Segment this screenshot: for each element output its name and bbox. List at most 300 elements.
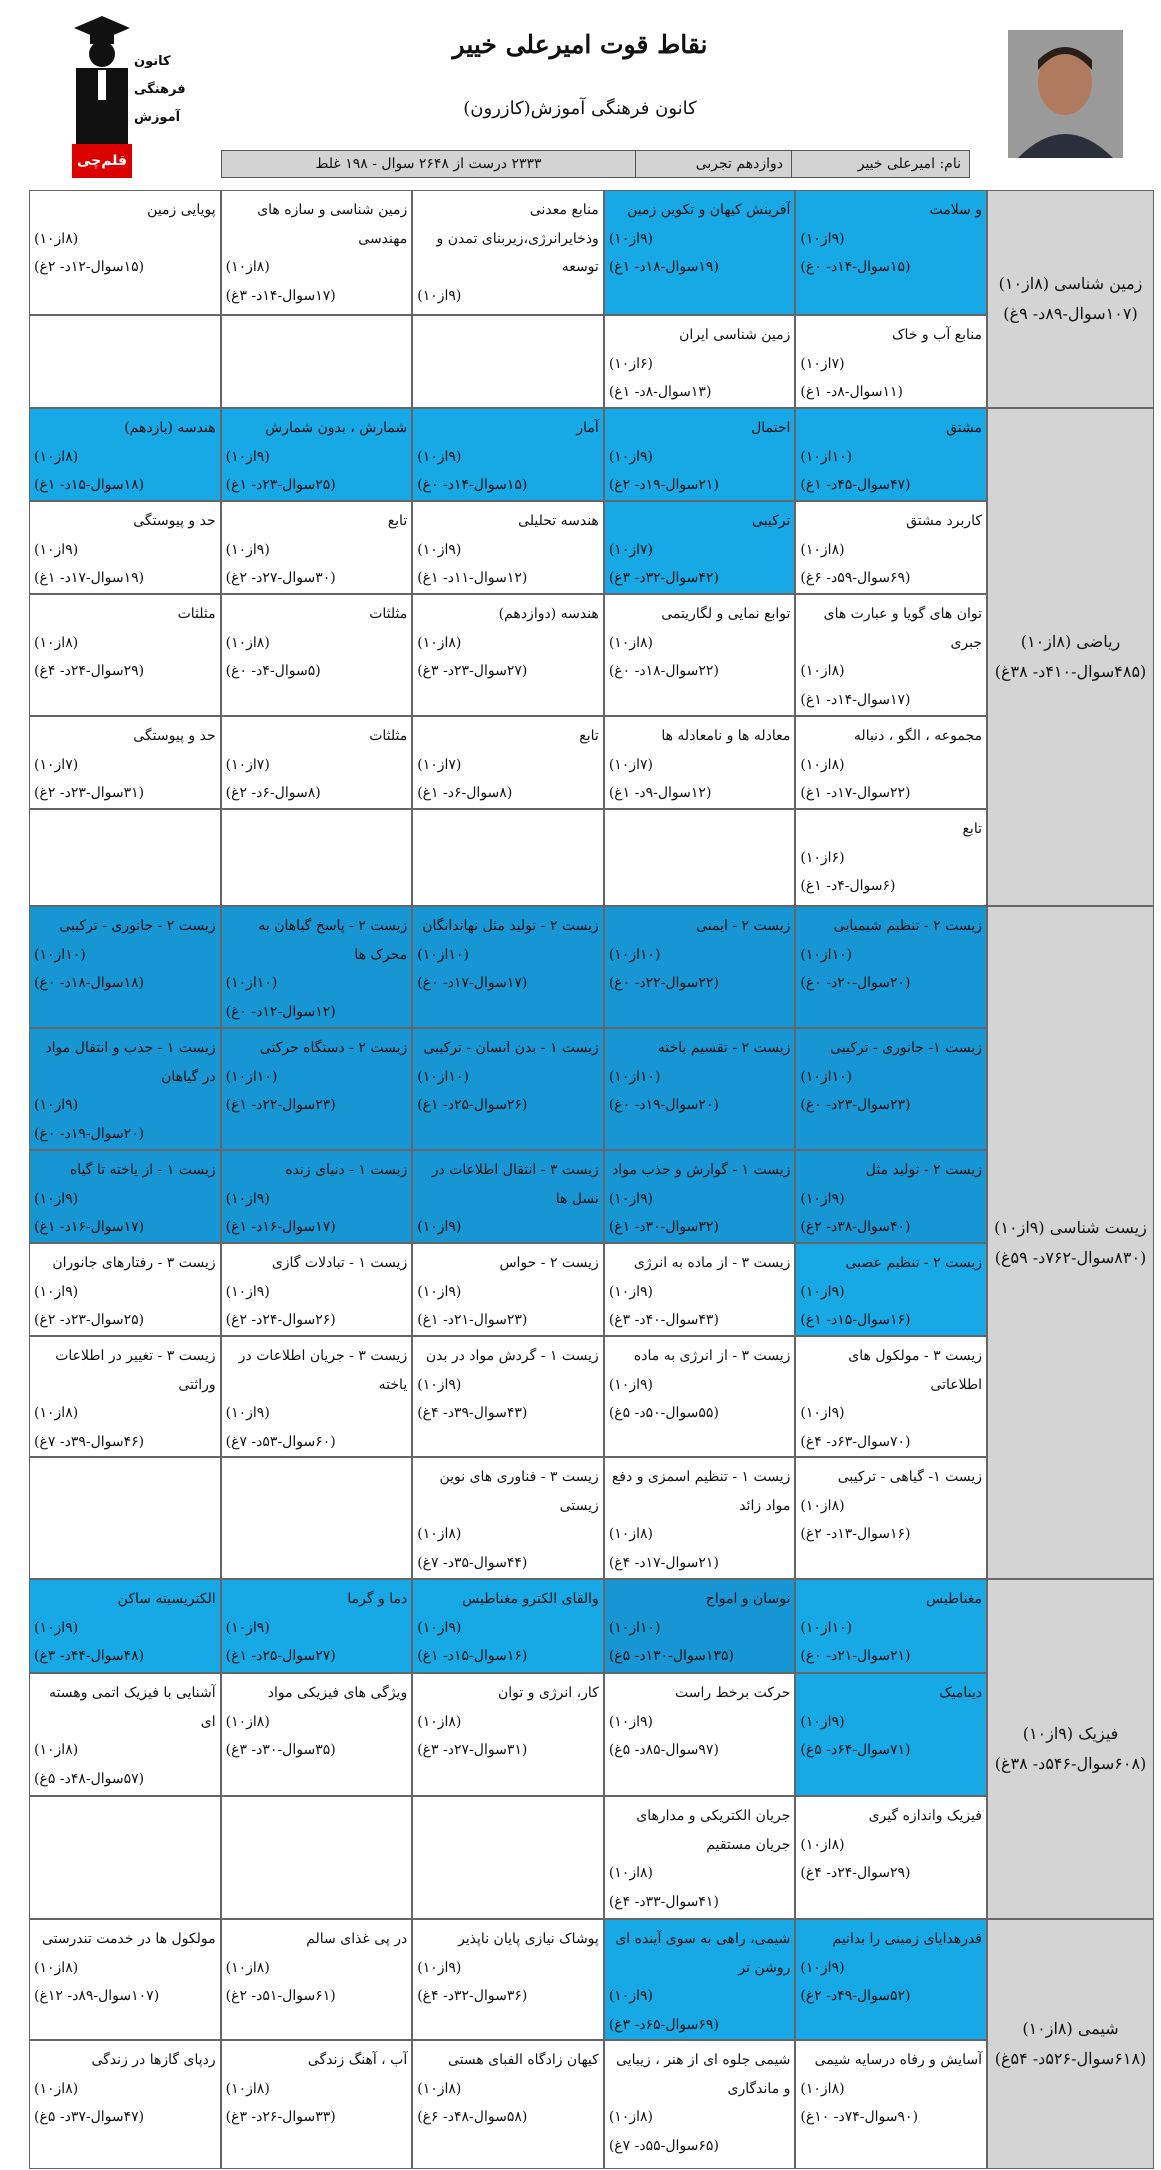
topic-score: (۹از۱۰) xyxy=(225,541,270,558)
topic-cell xyxy=(29,1028,221,1150)
topic-score: (۸از۱۰) xyxy=(34,230,79,247)
table-row xyxy=(29,1796,987,1919)
topic-score: (۸از۱۰) xyxy=(34,1959,79,1976)
topic-cell xyxy=(221,315,413,408)
topic-title: زیست ۱ - از یاخته تا گیاه xyxy=(69,1162,216,1178)
score-summary: ۲۳۳۳ درست از ۲۶۴۸ سوال - ۱۹۸ غلط xyxy=(315,156,542,172)
topic-title: زیست ۳ - جریان اطلاعات در یاخته xyxy=(238,1348,408,1393)
topic-stats: (۳۵سوال-۳۰د- ۳غ) xyxy=(225,1742,336,1758)
topic-score: (۱۰از۱۰) xyxy=(800,448,853,465)
topic-title: شمارش ، بدون شمارش xyxy=(265,420,408,436)
table-row xyxy=(29,190,987,315)
topic-title: زیست ۳ - انتقال اطلاعات در نسل ها xyxy=(431,1162,599,1207)
topic-stats: (۱۷سوال-۱۷د- ۰غ) xyxy=(417,975,528,991)
topic-score: (۸از۱۰) xyxy=(800,663,845,679)
topic-score: (۸از۱۰) xyxy=(225,259,270,275)
topic-title: آمار xyxy=(576,420,599,436)
topic-cell xyxy=(412,1457,604,1579)
table-row xyxy=(29,594,987,716)
topic-cell xyxy=(29,1796,221,1919)
topic-score: (۸از۱۰) xyxy=(34,2080,79,2097)
topic-title: احتمال xyxy=(751,420,791,436)
topic-title: مشتق xyxy=(946,420,982,436)
topic-title: زیست ۲ - جانوری - ترکیبی xyxy=(59,918,216,934)
topic-stats: (۴۷سوال-۴۵د- ۱غ) xyxy=(800,477,911,493)
topic-score: (۹از۱۰) xyxy=(608,230,653,247)
topic-score: (۱۰از۱۰) xyxy=(225,1068,278,1085)
table-row xyxy=(29,1150,987,1243)
topic-cell xyxy=(29,408,221,501)
topic-cell xyxy=(29,906,221,1028)
topic-cell xyxy=(604,716,796,809)
topic-cell xyxy=(795,501,987,594)
topic-cell xyxy=(412,1919,604,2040)
topic-title: هندسه (یازدهم) xyxy=(124,420,216,436)
topic-title: حرکت برخط راست xyxy=(675,1685,791,1701)
topic-score: (۷از۱۰) xyxy=(608,756,653,773)
topic-score: (۹از۱۰) xyxy=(225,1190,270,1207)
topic-score: (۹از۱۰) xyxy=(417,1959,462,1976)
topic-stats: (۶سوال-۴د- ۱غ) xyxy=(800,878,896,894)
topic-score: (۹از۱۰) xyxy=(417,1283,462,1300)
topic-cell xyxy=(29,315,221,408)
topic-stats: (۱۶سوال-۱۵د- ۱غ) xyxy=(800,1312,911,1328)
topic-title: زیست ۲ - ایمنی xyxy=(696,918,791,934)
topic-cell xyxy=(604,1243,796,1336)
topic-cell xyxy=(221,1579,413,1673)
topic-cell xyxy=(795,1028,987,1150)
topic-score: (۹از۱۰) xyxy=(417,287,462,304)
topic-title: زیست ۲ - دستگاه حرکتی xyxy=(259,1040,408,1056)
logo-text-4: قلم‌چی xyxy=(72,144,132,178)
topic-title: کیهان زادگاه الفبای هستی xyxy=(447,2052,599,2068)
topic-title: مثلثات xyxy=(369,728,408,744)
topic-stats: (۴۱سوال-۳۳د- ۴غ) xyxy=(608,1893,719,1910)
topic-stats: (۴۳سوال-۳۹د- ۴غ) xyxy=(417,1405,528,1421)
topic-cell xyxy=(412,1336,604,1457)
topic-stats: (۱۸سوال-۱۵د- ۱غ) xyxy=(34,477,145,493)
graduate-figure-icon xyxy=(72,14,132,144)
topic-stats: (۱۵سوال-۱۴د- ۰غ) xyxy=(800,259,911,275)
topic-cell xyxy=(412,594,604,716)
topic-title: حد و پیوستگی xyxy=(133,513,216,529)
topic-score: (۶از۱۰) xyxy=(800,849,845,866)
topic-stats: (۲۳سوال-۲۱د- ۱غ) xyxy=(417,1312,528,1328)
topic-title: زیست ۱ - گردش مواد در بدن xyxy=(425,1348,599,1364)
topic-title: زیست ۳ - تغییر در اطلاعات وراثتی xyxy=(55,1348,216,1393)
topic-score: (۹از۱۰) xyxy=(608,1376,653,1393)
topic-title: مثلثات xyxy=(177,606,216,622)
topic-score: (۸از۱۰) xyxy=(225,2080,270,2097)
logo-text-1: کانون xyxy=(134,54,171,69)
topic-stats: (۹۷سوال-۸۵د- ۵غ) xyxy=(608,1742,719,1758)
topic-title: توابع نمایی و لگاریتمی xyxy=(661,606,791,622)
topic-cell xyxy=(412,1028,604,1150)
topic-cell xyxy=(412,315,604,408)
topic-score: (۹از۱۰) xyxy=(800,1713,845,1730)
topic-cell xyxy=(221,1457,413,1579)
topic-score: (۸از۱۰) xyxy=(417,1526,462,1542)
topic-cell xyxy=(604,190,796,315)
topic-cell xyxy=(795,1243,987,1336)
topic-stats: (۲۷سوال-۲۵د- ۱غ) xyxy=(225,1648,336,1664)
topic-cell xyxy=(29,594,221,716)
topic-cell xyxy=(795,1336,987,1457)
topic-title: زیست ۱ - بدن انسان - ترکیبی xyxy=(423,1040,599,1056)
topic-title: تابع xyxy=(387,513,408,529)
topic-title: دینامیک xyxy=(939,1685,982,1701)
topic-cell xyxy=(221,906,413,1028)
topic-title: مجموعه ، الگو ، دنباله xyxy=(853,728,982,744)
topic-score: (۸از۱۰) xyxy=(225,1959,270,1976)
topic-cell xyxy=(221,408,413,501)
topic-stats: (۲۰سوال-۱۹د- ۰غ) xyxy=(608,1097,719,1113)
topic-score: (۸از۱۰) xyxy=(417,2080,462,2097)
topic-title: قدرهدایای زمینی را بدانیم xyxy=(832,1931,982,1947)
topic-score: (۹از۱۰) xyxy=(608,1190,653,1207)
topic-cell xyxy=(221,1673,413,1796)
topic-title: زیست ۲ - تقسیم یاخته xyxy=(657,1040,791,1056)
topic-stats: (۷۰سوال-۶۳د- ۴غ) xyxy=(800,1433,911,1450)
topic-cell xyxy=(412,1796,604,1919)
topic-stats: (۹۰سوال-۷۴د- ۱۰غ) xyxy=(800,2109,919,2125)
topic-stats: (۴۴سوال-۳۵د- ۷غ) xyxy=(417,1554,528,1571)
topic-score: (۱۰از۱۰) xyxy=(417,1068,469,1085)
topic-cell xyxy=(795,594,987,716)
topic-title: جریان الکتریکی و مدارهای جریان مستقیم xyxy=(636,1808,791,1853)
table-row xyxy=(29,1457,987,1579)
topic-title: آفرینش کیهان و تکوین زمین xyxy=(627,202,791,218)
topic-score: (۹از۱۰) xyxy=(417,1376,462,1393)
topic-cell xyxy=(795,1796,987,1919)
topic-score: (۹از۱۰) xyxy=(225,448,270,465)
topic-stats: (۱۷سوال-۱۶د- ۱غ) xyxy=(34,1219,145,1235)
topic-title: زیست ۲ - تولید مثل xyxy=(865,1162,982,1178)
topic-stats: (۲۰سوال-۱۹د- ۰غ) xyxy=(34,1125,145,1142)
topic-title: توان های گویا و عبارت های جبری xyxy=(823,606,982,651)
topic-title: زیست ۱ - جذب و انتقال مواد در گیاهان xyxy=(45,1040,216,1085)
topic-title: منابع آب و خاک xyxy=(892,327,982,343)
topic-title: زیست ۱- گیاهی - ترکیبی xyxy=(837,1469,982,1485)
topic-score: (۹از۱۰) xyxy=(417,1219,462,1235)
topic-stats: (۱۶سوال-۱۵د- ۱غ) xyxy=(417,1648,528,1664)
topic-title: زیست ۲ - حواس xyxy=(499,1255,599,1271)
topic-cell xyxy=(29,501,221,594)
topic-stats: (۶۵سوال-۵۵د- ۷غ) xyxy=(608,2137,719,2154)
topic-cell xyxy=(795,1457,987,1579)
topic-title: پوشاک نیازی پایان ناپذیر xyxy=(458,1931,599,1947)
topic-cell xyxy=(412,408,604,501)
topic-title: آشنایی با فیزیک اتمی وهسته ای xyxy=(49,1685,216,1730)
topic-stats: (۲۹سوال-۲۴د- ۴غ) xyxy=(800,1865,911,1881)
topic-score: (۹از۱۰) xyxy=(608,1713,653,1730)
topic-cell xyxy=(221,1028,413,1150)
topic-score: (۱۰از۱۰) xyxy=(608,1619,661,1636)
topic-stats: (۴۲سوال-۳۲د- ۳غ) xyxy=(608,570,719,586)
topic-stats: (۱۹سوال-۱۸د- ۱غ) xyxy=(608,259,719,275)
topic-title: زیست ۱ - دنیای زنده xyxy=(285,1162,408,1178)
student-name: نام: امیرعلی خییر xyxy=(791,151,969,177)
topic-score: (۷از۱۰) xyxy=(225,756,270,773)
topic-title: زیست ۳ - از ماده به انرژی xyxy=(633,1255,791,1271)
topic-score: (۹از۱۰) xyxy=(34,1619,79,1636)
table-row xyxy=(29,1028,987,1150)
topic-title: تابع xyxy=(962,821,982,837)
topic-score: (۸از۱۰) xyxy=(800,541,845,558)
topic-score: (۹از۱۰) xyxy=(800,1405,845,1421)
topic-title: معادله ها و نامعادله ها xyxy=(661,728,791,744)
table-row xyxy=(29,809,987,906)
topic-score: (۸از۱۰) xyxy=(225,634,270,651)
topic-cell xyxy=(221,501,413,594)
topic-cell xyxy=(412,1673,604,1796)
topic-cell xyxy=(604,1028,796,1150)
topic-score: (۹از۱۰) xyxy=(34,1283,79,1300)
topic-stats: (۳۰سوال-۲۷د- ۲غ) xyxy=(225,570,336,586)
topic-cell xyxy=(221,1796,413,1919)
topic-title: آسایش و رفاه درسایه شیمی xyxy=(814,2052,982,2068)
topic-title: زمین شناسی ایران xyxy=(679,327,791,343)
topic-cell xyxy=(795,1919,987,2040)
topic-stats: (۶۹سوال-۵۹د- ۶غ) xyxy=(800,570,911,586)
topic-score: (۹از۱۰) xyxy=(225,1619,270,1636)
topic-stats: (۲۱سوال-۱۹د- ۲غ) xyxy=(608,477,719,493)
topic-cell xyxy=(221,594,413,716)
topic-score: (۹از۱۰) xyxy=(800,1959,845,1976)
topic-title: ویژگی های فیزیکی مواد xyxy=(267,1685,408,1701)
topic-stats: (۱۲سوال-۱۱د- ۱غ) xyxy=(417,570,528,586)
topic-score: (۱۰از۱۰) xyxy=(608,1068,661,1085)
topic-cell xyxy=(604,501,796,594)
topic-title: فیزیک واندازه گیری xyxy=(868,1808,982,1824)
topic-cell xyxy=(795,809,987,906)
topic-stats: (۵۷سوال-۴۸د- ۵غ) xyxy=(34,1770,145,1787)
topic-score: (۸از۱۰) xyxy=(608,1526,653,1542)
topic-score: (۸از۱۰) xyxy=(800,756,845,773)
topic-stats: (۵۸سوال-۴۸د- ۶غ) xyxy=(417,2109,528,2125)
topic-stats: (۱۶سوال-۱۳د- ۲غ) xyxy=(800,1526,911,1542)
topic-title: زیست ۳ - از انرژی به ماده xyxy=(633,1348,791,1364)
strengths-table xyxy=(29,190,1154,2170)
topic-title: مثلثات xyxy=(369,606,408,622)
topic-score: (۹از۱۰) xyxy=(34,1097,79,1113)
topic-score: (۹از۱۰) xyxy=(34,541,79,558)
topic-cell xyxy=(604,906,796,1028)
topic-title: آب ، آهنگ زندگی xyxy=(307,2052,408,2068)
topic-cell xyxy=(29,1336,221,1457)
topic-cell xyxy=(604,1919,796,2040)
topic-cell xyxy=(221,2040,413,2169)
topic-stats: (۱۲سوال-۱۲د- ۰غ) xyxy=(225,1003,336,1020)
topic-cell xyxy=(604,1150,796,1243)
topic-stats: (۴۶سوال-۳۹د- ۷غ) xyxy=(34,1433,145,1450)
topic-cell xyxy=(604,315,796,408)
topic-stats: (۴۷سوال-۳۷د- ۵غ) xyxy=(34,2109,145,2125)
topic-title: زیست ۱ - تبادلات گازی xyxy=(271,1255,408,1271)
topic-stats: (۴۰سوال-۳۸د- ۲غ) xyxy=(800,1219,911,1235)
topic-title: زیست ۳ - رفتارهای جانوران xyxy=(52,1255,216,1271)
topic-cell xyxy=(412,2040,604,2169)
topic-score: (۸از۱۰) xyxy=(800,1497,845,1514)
topic-title: نوسان و امواج xyxy=(705,1591,791,1607)
topic-score: (۶از۱۰) xyxy=(608,355,653,372)
topic-cell xyxy=(412,190,604,315)
topic-cell xyxy=(221,190,413,315)
topic-stats: (۱۷سوال-۱۴د- ۱غ) xyxy=(800,691,911,708)
topic-stats: (۴۳سوال-۴۰د- ۳غ) xyxy=(608,1312,719,1328)
subject-label: ریاضی (۸از۱۰) (۴۸۵سوال-۴۱۰د- ۳۸غ) xyxy=(987,408,1154,906)
topic-title: در پی غذای سالم xyxy=(306,1931,408,1947)
topic-title: زیست ۲ - تنظیم شیمیایی xyxy=(833,918,982,934)
topic-score: (۹از۱۰) xyxy=(34,1190,79,1207)
table-row xyxy=(29,1919,987,2040)
topic-cell xyxy=(604,1336,796,1457)
topic-title: زیست ۱- جانوری - ترکیبی xyxy=(830,1040,982,1056)
topic-cell xyxy=(29,1673,221,1796)
topic-score: (۸از۱۰) xyxy=(608,2109,653,2125)
topic-stats: (۲۲سوال-۲۲د- ۰غ) xyxy=(608,975,719,991)
topic-cell xyxy=(604,1673,796,1796)
topic-stats: (۸سوال-۶د- ۲غ) xyxy=(225,785,321,801)
topic-stats: (۲۲سوال-۱۷د- ۱غ) xyxy=(800,785,911,801)
topic-score: (۷از۱۰) xyxy=(417,756,462,773)
subject-label: فیزیک (۹از۱۰) (۶۰۸سوال-۵۴۶د- ۳۸غ) xyxy=(987,1579,1154,1919)
topic-cell xyxy=(29,716,221,809)
topic-stats: (۵سوال-۴د- ۰غ) xyxy=(225,663,321,679)
topic-title: شیمی جلوه ای از هنر ، زیبایی و ماندگاری xyxy=(616,2052,791,2097)
topic-cell xyxy=(795,408,987,501)
topic-stats: (۱۳سوال-۸د- ۱غ) xyxy=(608,384,712,400)
topic-title: مغناطیس xyxy=(926,1591,982,1607)
topic-cell xyxy=(221,716,413,809)
topic-title: زیست ۲ - تنظیم عصبی xyxy=(845,1255,982,1271)
student-photo xyxy=(1008,30,1123,158)
topic-stats: (۱۵سوال-۱۲د- ۲غ) xyxy=(34,259,145,275)
topic-score: (۹از۱۰) xyxy=(417,448,462,465)
topic-stats: (۳۳سوال-۲۶د- ۳غ) xyxy=(225,2109,336,2125)
topic-title: زیست ۲ - پاسخ گیاهان به محرک ها xyxy=(258,918,408,963)
topic-score: (۷از۱۰) xyxy=(34,756,79,773)
topic-stats: (۲۳سوال-۲۲د- ۱غ) xyxy=(225,1097,336,1113)
topic-score: (۸از۱۰) xyxy=(34,1742,79,1758)
subject-label: شیمی (۸از۱۰) (۶۱۸سوال-۵۲۶د- ۵۴غ) xyxy=(987,1919,1154,2169)
subject-label: زیست شناسی (۹از۱۰) (۸۳۰سوال-۷۶۲د- ۵۹غ) xyxy=(987,906,1154,1579)
topic-score: (۱۰از۱۰) xyxy=(225,975,278,991)
topic-title: والقای الکترو مغناطیس xyxy=(462,1591,599,1607)
topic-score: (۹از۱۰) xyxy=(225,1405,270,1421)
topic-score: (۷از۱۰) xyxy=(608,541,653,558)
topic-cell xyxy=(795,1579,987,1673)
topic-score: (۹از۱۰) xyxy=(417,541,462,558)
table-row xyxy=(29,315,987,408)
page-subtitle: کانون فرهنگی آموزش(کازرون) xyxy=(463,98,697,119)
topic-cell xyxy=(412,716,604,809)
topic-score: (۹از۱۰) xyxy=(608,1283,653,1300)
topic-title: هندسه تحلیلی xyxy=(518,513,599,529)
topic-cell xyxy=(29,1243,221,1336)
topic-stats: (۱۷سوال-۱۴د- ۳غ) xyxy=(225,287,336,304)
topic-stats: (۸سوال-۶د- ۱غ) xyxy=(417,785,513,801)
topic-score: (۸از۱۰) xyxy=(225,1713,270,1730)
topic-cell xyxy=(795,906,987,1028)
topic-title: زیست ۱ - تنظیم اسمزی و دفع مواد زائد xyxy=(611,1469,791,1514)
topic-title: تابع xyxy=(579,728,599,744)
topic-cell xyxy=(604,1579,796,1673)
topic-score: (۱۰از۱۰) xyxy=(800,1068,853,1085)
topic-stats: (۴۸سوال-۴۴د- ۳غ) xyxy=(34,1648,145,1664)
topic-title: زیست ۳ - مولکول های اطلاعاتی xyxy=(848,1348,982,1393)
topic-stats: (۶۱سوال-۵۱د- ۲غ) xyxy=(225,1988,336,2004)
topic-title: زمین شناسی و سازه های مهندسی xyxy=(257,202,408,247)
avatar-icon xyxy=(1008,30,1123,158)
topic-stats: (۶۹سوال-۶۵د- ۳غ) xyxy=(608,2016,719,2033)
table-row xyxy=(29,1243,987,1336)
topic-cell xyxy=(29,190,221,315)
topic-score: (۹از۱۰) xyxy=(800,1283,845,1300)
table-row xyxy=(29,716,987,809)
topic-title: حد و پیوستگی xyxy=(133,728,216,744)
topic-stats: (۱۹سوال-۱۷د- ۱غ) xyxy=(34,570,145,586)
topic-title: هندسه (دوازدهم) xyxy=(498,606,599,622)
topic-score: (۸از۱۰) xyxy=(34,448,79,465)
topic-stats: (۵۵سوال-۵۰د- ۵غ) xyxy=(608,1405,719,1421)
table-row xyxy=(29,906,987,1028)
topic-stats: (۱۳۵سوال-۱۳۰د- ۵غ) xyxy=(608,1648,734,1664)
topic-cell xyxy=(221,1243,413,1336)
topic-stats: (۲۵سوال-۲۳د- ۲غ) xyxy=(34,1312,145,1328)
topic-score: (۸از۱۰) xyxy=(608,634,653,651)
topic-stats: (۱۰۷سوال-۸۹د- ۱۲غ) xyxy=(34,1988,160,2004)
topic-cell xyxy=(412,809,604,906)
topic-score: (۱۰از۱۰) xyxy=(417,946,469,963)
topic-score: (۸از۱۰) xyxy=(608,1865,653,1881)
topic-score: (۹از۱۰) xyxy=(800,1190,845,1207)
topic-cell xyxy=(412,1579,604,1673)
topic-stats: (۳۶سوال-۳۲د- ۴غ) xyxy=(417,1988,528,2004)
topic-stats: (۱۷سوال-۱۶د- ۱غ) xyxy=(225,1219,336,1235)
logo-text-2: فرهنگی xyxy=(134,82,186,97)
topic-stats: (۱۱سوال-۸د- ۱غ) xyxy=(800,384,903,400)
topic-stats: (۶۰سوال-۵۳د- ۷غ) xyxy=(225,1433,336,1450)
topic-score: (۸از۱۰) xyxy=(417,634,462,651)
topic-score: (۱۰از۱۰) xyxy=(800,1619,853,1636)
topic-score: (۸از۱۰) xyxy=(800,2080,845,2097)
topic-title: مولکول ها در خدمت تندرستی xyxy=(41,1931,216,1947)
student-grade: دوازدهم تجربی xyxy=(635,151,791,177)
topic-stats: (۲۶سوال-۲۴د- ۲غ) xyxy=(225,1312,336,1328)
topic-title: شیمی، راهی به سوی آینده ای روشن تر xyxy=(615,1931,791,1976)
topic-cell xyxy=(221,1336,413,1457)
topic-title: الکتریسیته ساکن xyxy=(117,1591,216,1607)
page-title: نقاط قوت امیرعلی خییر xyxy=(452,30,708,59)
topic-cell xyxy=(221,809,413,906)
topic-cell xyxy=(795,1150,987,1243)
topic-cell xyxy=(221,1919,413,2040)
topic-cell xyxy=(29,1150,221,1243)
topic-score: (۹از۱۰) xyxy=(608,1988,653,2004)
topic-title: پویایی زمین xyxy=(147,202,216,218)
topic-stats: (۲۰سوال-۲۰د- ۰غ) xyxy=(800,975,911,991)
topic-title: زیست ۳ - فناوری های نوین زیستی xyxy=(439,1469,599,1514)
topic-cell xyxy=(29,1457,221,1579)
topic-title: ردپای گازها در زندگی xyxy=(91,2052,216,2068)
topic-cell xyxy=(29,2040,221,2169)
logo xyxy=(72,14,187,179)
topic-cell xyxy=(604,809,796,906)
topic-title: زیست ۱ - گوارش و جذب مواد xyxy=(612,1162,791,1178)
topic-stats: (۱۵سوال-۱۴د- ۰غ) xyxy=(417,477,528,493)
topic-cell xyxy=(795,315,987,408)
